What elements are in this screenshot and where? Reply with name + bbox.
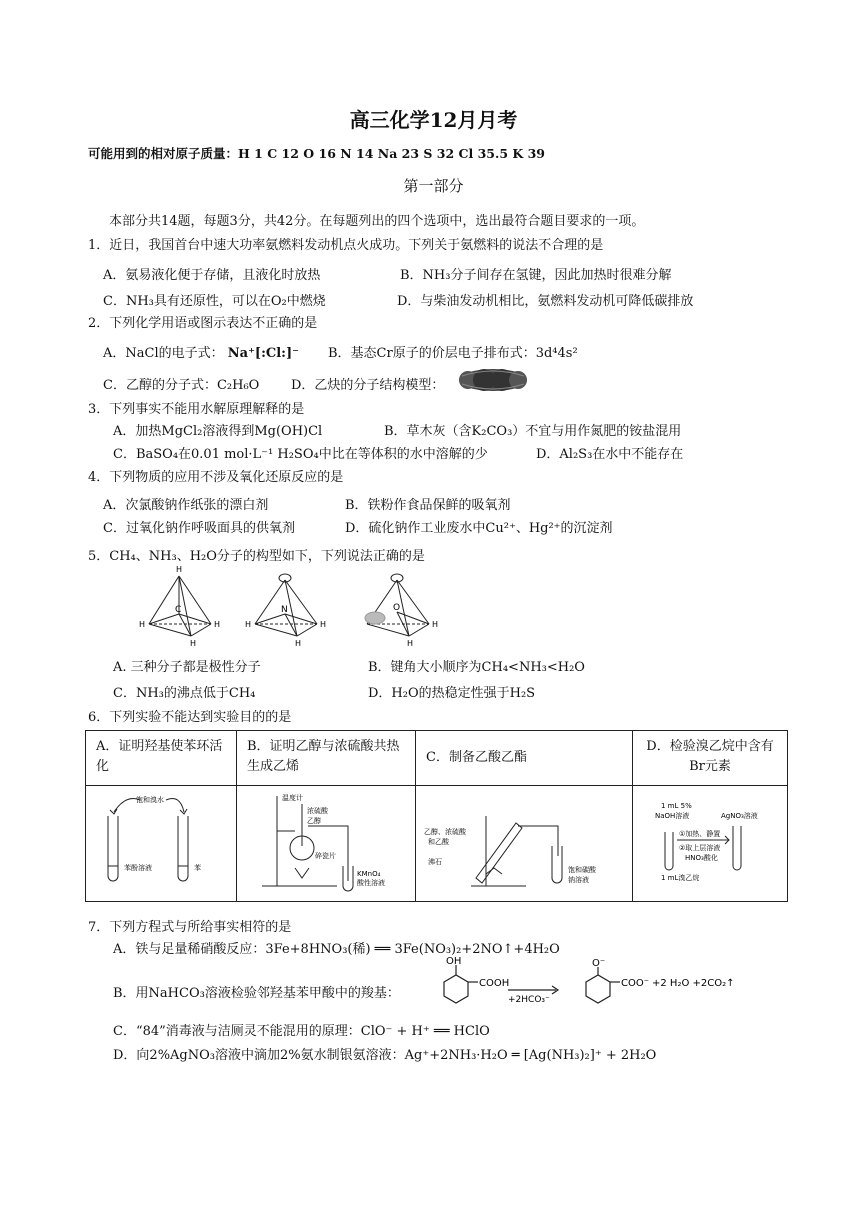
q6-experiment-table [85,730,788,902]
part-heading: 第一部分 [403,177,464,195]
q6-c-solution-label: 饱和碳酸 [568,866,596,874]
q6-d-agno3-label: AgNO₃溶液 [721,812,758,820]
q6-d-apparatus [633,786,788,902]
page-title: 高三化学12月月考 [349,108,518,132]
q6-d-step3-label: HNO₃酸化 [685,854,718,862]
q4-option-c: C．过氧化钠作呼吸面具的供氧剂 [103,521,295,536]
q7-b-cooh-label: COOH [479,978,510,989]
q1-stem: 1．近日，我国首台中速大功率氨燃料发动机点火成功。下列关于氨燃料的说法不合理的是 [88,238,604,253]
q6-option-d: D．检验溴乙烷中含有Br元素 [633,731,788,786]
h2o-o-atom: O [393,603,401,613]
q6-b-chips-label: 碎瓷片 [315,852,336,860]
ch4-h-left: H [139,620,146,629]
q7-b-coo-label: COO⁻ [621,978,650,989]
atomic-masses: 可能用到的相对原子质量：H 1 C 12 O 16 N 14 Na 23 S 32 Cl 35.5 K 39 [88,146,545,161]
q7-b-hco3-label: +2HCO₃⁻ [508,995,550,1005]
q6-d-step2-label: ②取上层溶液 [679,844,721,852]
q3-option-c: C．BaSO₄在0.01 mol·L⁻¹ H₂SO₄中比在等体积的水中溶解的少 [113,447,488,462]
q3-option-d: D．Al₂S₃在水中不能存在 [536,447,684,462]
q6-c-reagents2-label: 和乙酸 [428,838,449,846]
q4-option-d: D．硫化钠作工业废水中Cu²⁺、Hg²⁺的沉淀剂 [345,521,613,536]
nh3-h-left: H [245,620,252,629]
q6-a-phenol-label: 苯酚溶液 [124,864,152,872]
q7-stem: 7．下列方程式与所给事实相符的是 [88,920,292,935]
q7-b-ominus-label: O⁻ [592,958,606,969]
q6-stem: 6．下列实验不能达到实验目的的是 [88,710,292,725]
q5-option-d: D．H₂O的热稳定性强于H₂S [368,686,536,701]
ch4-h-top: H [176,566,183,574]
q2-option-b: B．基态Cr原子的价层电子排布式：3d⁴4s² [328,346,578,361]
nh3-h-right: H [320,620,327,629]
q6-c-reagents-label: 乙醇、浓硫酸 [424,828,466,836]
q6-d-step1-label: ①加热、静置 [679,830,721,838]
q6-b-apparatus [237,786,416,902]
q6-d-naoh2-label: NaOH溶液 [655,812,690,820]
q2-option-a-label: A．NaCl的电子式： [103,346,224,361]
q6-a-bromine-water-label: 饱和溴水 [136,796,164,804]
q6-a-benzene-label: 苯 [194,864,201,872]
q6-option-c: C．制备乙酸乙酯 [416,731,633,786]
q2-option-a [103,342,299,361]
q4-option-b: B．铁粉作食品保鲜的吸氧剂 [345,498,511,513]
q1-option-d: D．与柴油发动机相比，氨燃料发动机可降低碳排放 [397,294,694,309]
q7-option-d: D．向2%AgNO₃溶液中滴加2%氨水制银氨溶液：Ag⁺+2NH₃·H₂O ═ [Ag(NH₃)₂]⁺ + 2H₂O [113,1048,657,1063]
h2o-h-right: H [432,620,439,629]
q6-c-solution2-label: 钠溶液 [568,876,589,884]
q5-stem: 5．CH₄、NH₃、H₂O分子的构型如下，下列说法正确的是 [88,549,425,564]
q1-option-c: C．NH₃具有还原性，可以在O₂中燃烧 [103,294,326,309]
nh3-h-bottom: H [295,639,302,648]
q5-option-c: C．NH₃的沸点低于CH₄ [113,686,256,701]
q3-option-b: B．草木灰（含K₂CO₃）不宜与用作氮肥的铵盐混用 [384,424,682,439]
q6-option-a: A．证明羟基使苯环活化 [86,731,237,786]
ch4-h-bottom: H [190,639,197,648]
ch4-c-atom: C [175,605,182,615]
q5-option-a: A. 三种分子都是极性分子 [113,660,261,675]
q4-stem: 4．下列物质的应用不涉及氧化还原反应的是 [88,470,344,485]
q6-d-naoh-label: 1 mL 5% [661,802,692,810]
q6-b-thermometer-label: 温度计 [282,794,303,802]
q2-option-c: C．乙醇的分子式：C₂H₆O [103,378,260,393]
q5-option-b: B．键角大小顺序为CH₄<NH₃<H₂O [368,660,585,675]
molecule-structures-image [135,566,475,650]
q6-b-acidic-label: 酸性溶液 [357,879,385,887]
q6-d-ethylbromide-label: 1 mL溴乙烷 [661,874,700,882]
part-intro: 本部分共14题，每题3分，共42分。在每题列出的四个选项中，选出最符合题目要求的一项。 [109,214,645,229]
ch4-h-right: H [214,620,221,629]
q6-c-boilingstones-label: 沸石 [428,858,442,866]
nacl-electron-formula: Na⁺[:Cl:]⁻ [227,346,299,361]
q7-option-c: C．“84”消毒液与洁厕灵不能混用的原理：ClO⁻ + H⁺ ══ HClO [113,1024,490,1039]
q4-option-a: A．次氯酸钠作纸张的漂白剂 [103,498,269,513]
q7-b-products-label: +2 H₂O +2CO₂↑ [652,978,735,989]
q2-stem: 2．下列化学用语或图示表达不正确的是 [88,316,318,331]
q7-b-equation-image [424,956,754,1012]
q3-stem: 3．下列事实不能用水解原理解释的是 [88,402,305,417]
q6-b-acid-label: 浓硫酸 [307,807,328,815]
nh3-n-atom: N [281,605,288,615]
q1-option-b: B．NH₃分子间存在氢键，因此加热时很难分解 [400,268,672,283]
h2o-h-bottom: H [407,639,414,648]
q2-option-d: D．乙炔的分子结构模型： [291,378,445,393]
q7-option-b: B．用NaHCO₃溶液检验邻羟基苯甲酸中的羧基： [113,986,400,1001]
q7-option-a: A．铁与足量稀硝酸反应：3Fe+8HNO₃(稀) ══ 3Fe(NO₃)₂+2NO↑+4H₂O [113,942,560,957]
q3-option-a: A．加热MgCl₂溶液得到Mg(OH)Cl [113,424,323,439]
q7-b-oh-label: OH [446,956,462,967]
q6-b-ethanol-label: 乙醇 [307,817,321,825]
q6-b-kmno4-label: KMnO₄ [357,870,381,878]
q1-option-a: A．氨易液化便于存储，且液化时放热 [103,268,321,283]
acetylene-model-image [456,366,530,394]
q6-c-apparatus [416,786,633,902]
q6-a-apparatus [86,786,237,902]
q6-option-b: B．证明乙醇与浓硫酸共热生成乙烯 [237,731,416,786]
